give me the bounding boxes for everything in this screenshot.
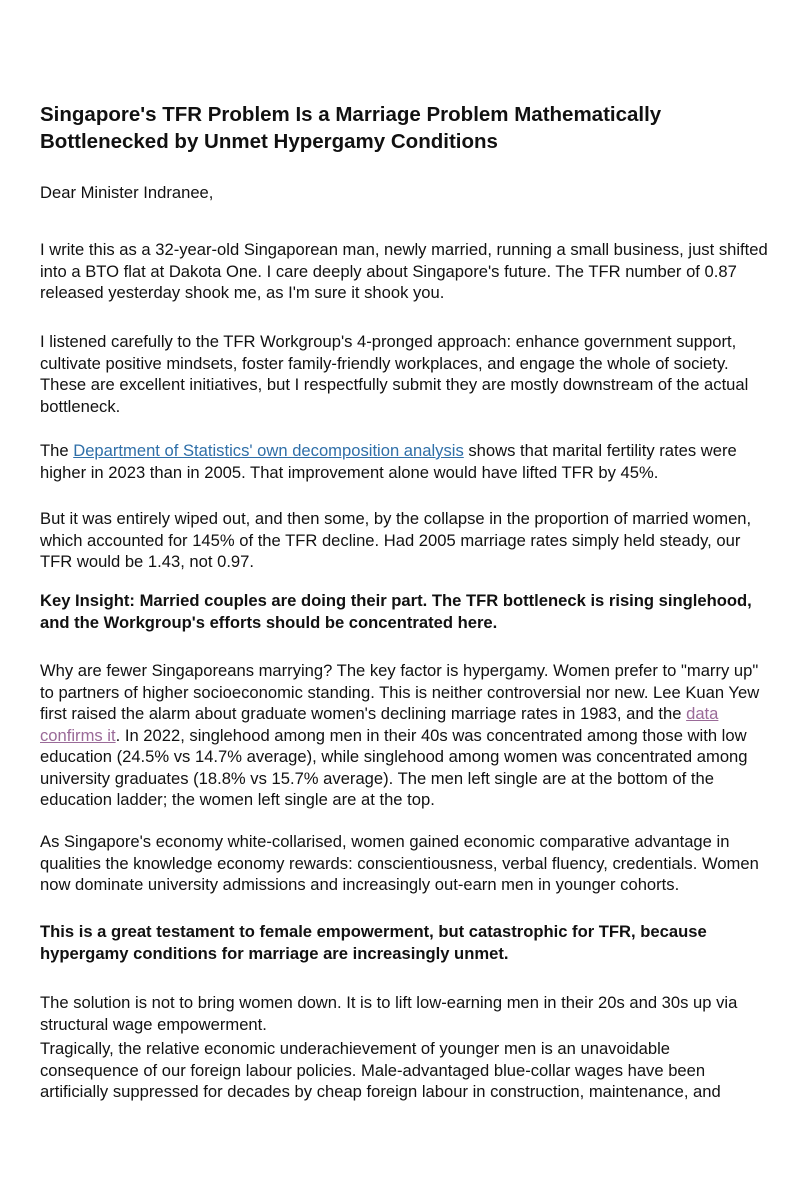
data-confirms-link[interactable]: data confirms it <box>40 704 719 745</box>
text-segment: Why are fewer Singaporeans marrying? The key factor is hypergamy. Women prefer to "marry up" to partners of higher socioeconomic standing. This is neither controversial nor new. Lee Kuan Yew first raised the alarm about graduate women's declining marriage rates in 1983, and the <box>40 661 760 723</box>
paragraph-hypergamy <box>40 660 770 811</box>
letter-title: Singapore's TFR Problem Is a Marriage Problem Mathematically Bottlenecked by Unmet Hypergamy Conditions <box>40 103 662 153</box>
text-segment: . In 2022, singlehood among men in their 40s was concentrated among those with low education (24.5% vs 14.7% average), while singlehood among women was concentrated among university graduates (18.8% vs 15.7% average). The men left single are at the bottom of the education ladder; the women left single are at the top. <box>40 725 748 809</box>
paragraph-married-women: But it was entirely wiped out, and then some, by the collapse in the proportion of married women, which accounted for 145% of the TFR decline. Had 2005 marriage rates simply held steady, our TFR would be 1.43, not 0.97. <box>40 509 752 571</box>
paragraph-solution: The solution is not to bring women down. It is to lift low-earning men in their 20s and 30s up via structural wage empowerment. <box>40 993 738 1034</box>
text-segment: The <box>40 441 74 460</box>
paragraph-intro: I write this as a 32-year-old Singaporean man, newly married, running a small business, just shifted into a BTO flat at Dakota One. I care deeply about Singapore's future. The TFR number of 0.87 released yesterday shook me, as I'm sure it shook you. <box>40 240 768 302</box>
key-insight-empowerment: This is a great testament to female empowerment, but catastrophic for TFR, because hypergamy conditions for marriage are increasingly unmet. <box>40 922 707 963</box>
key-insight: Key Insight: Married couples are doing their part. The TFR bottleneck is rising singlehood, and the Workgroup's efforts should be concentrated here. <box>40 591 752 632</box>
paragraph-foreign-labour: Tragically, the relative economic underachievement of younger men is an unavoidable consequence of our foreign labour policies. Male-advantaged blue-collar wages have been artificially suppressed for decades by cheap foreign labour in construction, maintenance, and <box>40 1039 721 1101</box>
decomposition-analysis-link[interactable]: Department of Statistics' own decomposition analysis <box>73 441 464 460</box>
salutation: Dear Minister Indranee, <box>40 183 214 202</box>
paragraph-decomposition <box>40 440 770 483</box>
paragraph-economy: As Singapore's economy white-collarised, women gained economic comparative advantage in qualities the knowledge economy rewards: conscientiousness, verbal fluency, credentials. Women now dominate university admissions and increasingly out-earn men in younger cohorts. <box>40 832 759 894</box>
text-segment: shows that marital fertility rates were higher in 2023 than in 2005. That improvement alone would have lifted TFR by 45%. <box>40 441 737 482</box>
paragraph-workgroup: I listened carefully to the TFR Workgroup's 4-pronged approach: enhance government support, cultivate positive mindsets, foster family-friendly workplaces, and engage the whole of society. These are excellent initiatives, but I respectfully submit they are mostly downstream of the actual bottleneck. <box>40 332 749 416</box>
